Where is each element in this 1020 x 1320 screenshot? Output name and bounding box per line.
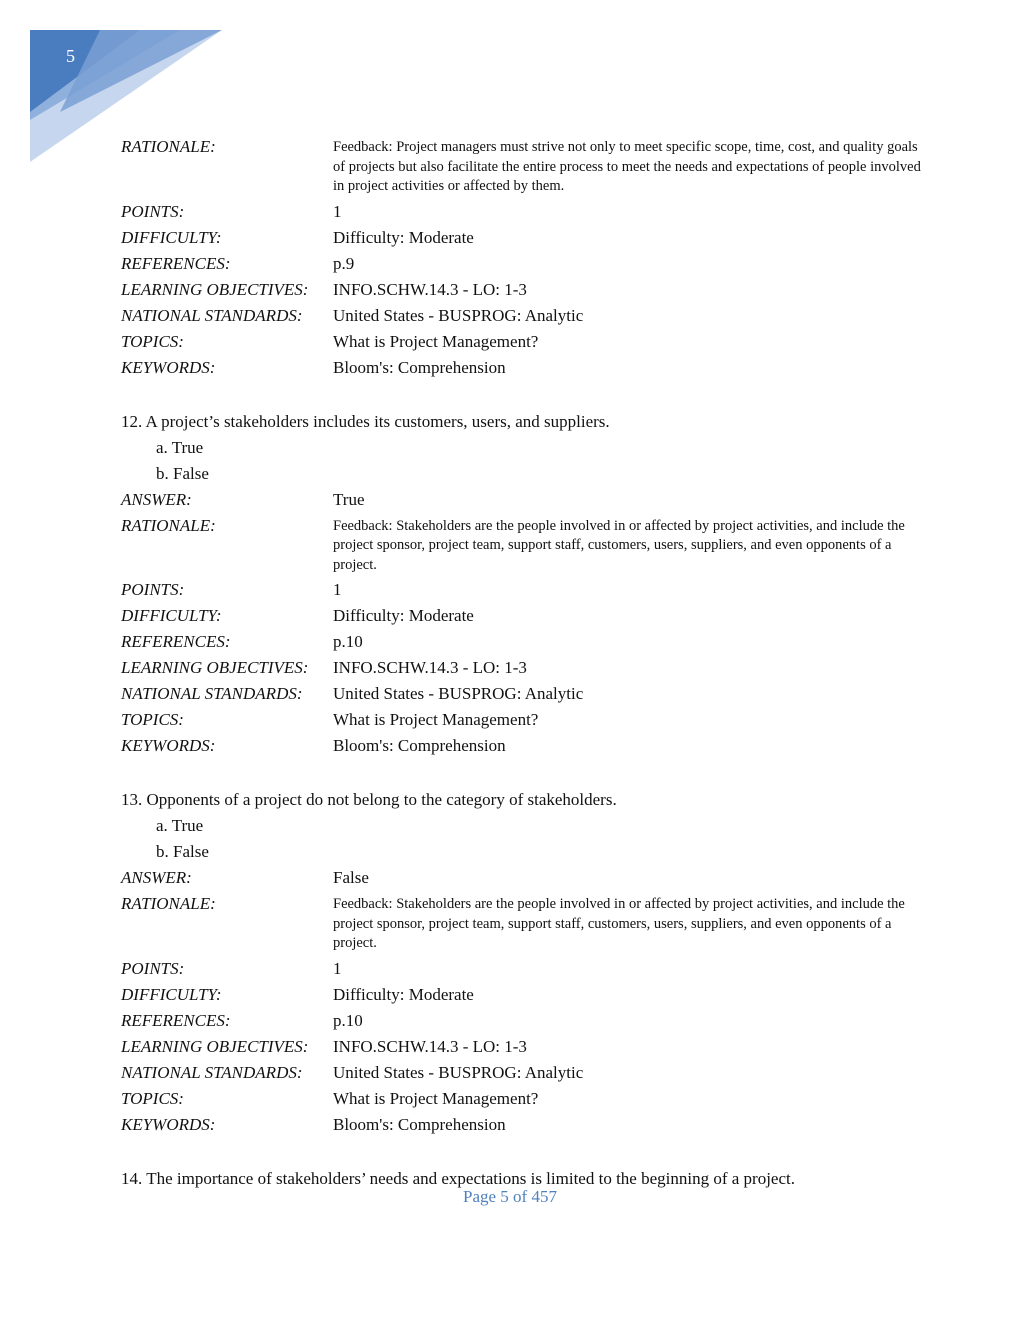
references-value: p.9	[333, 253, 355, 273]
document-body	[121, 134, 921, 1192]
difficulty-value: Difficulty: Moderate	[333, 606, 474, 625]
learning-objectives-row	[121, 655, 921, 681]
topics-label: TOPICS:	[121, 331, 184, 351]
rationale-text: Feedback: Stakeholders are the people involved in or affected by project activities, and include the project sponsor, project team, support staff, customers, users, suppliers, and even opponents of a project.	[333, 896, 905, 951]
option-false: b. False	[156, 463, 209, 483]
points-value: 1	[333, 201, 342, 221]
references-row	[121, 629, 921, 655]
keywords-value: Bloom's: Comprehension	[333, 736, 506, 755]
topics-label: TOPICS:	[121, 1088, 184, 1108]
keywords-label: KEYWORDS:	[121, 1114, 216, 1134]
answer-value: False	[333, 868, 369, 887]
learning-objectives-row	[121, 277, 921, 303]
difficulty-value: Difficulty: Moderate	[333, 227, 474, 247]
page-footer: Page 5 of 457	[463, 1187, 557, 1206]
difficulty-row	[121, 225, 921, 251]
national-standards-value: United States - BUSPROG: Analytic	[333, 1062, 584, 1082]
difficulty-row	[121, 603, 921, 629]
national-standards-label: NATIONAL STANDARDS:	[121, 305, 303, 325]
references-row	[121, 251, 921, 277]
points-row	[121, 577, 921, 603]
topics-row	[121, 329, 921, 355]
keywords-row	[121, 1112, 921, 1138]
national-standards-row	[121, 1060, 921, 1086]
keywords-row	[121, 733, 921, 759]
rationale-row	[121, 134, 921, 199]
keywords-row	[121, 355, 921, 381]
references-label: REFERENCES:	[121, 253, 231, 273]
learning-objectives-value: INFO.SCHW.14.3 - LO: 1-3	[333, 1036, 527, 1056]
question-text: 14. The importance of stakeholders’ needs and expectations is limited to the beginning of a project.	[121, 1168, 795, 1188]
learning-objectives-row	[121, 1034, 921, 1060]
national-standards-row	[121, 303, 921, 329]
national-standards-value: United States - BUSPROG: Analytic	[333, 305, 584, 325]
option-true: a. True	[156, 437, 204, 457]
points-value: 1	[333, 958, 342, 978]
references-row	[121, 1008, 921, 1034]
rationale-label: RATIONALE:	[121, 137, 216, 156]
learning-objectives-label: LEARNING OBJECTIVES:	[121, 658, 309, 677]
rationale-row	[121, 513, 921, 578]
option-false: b. False	[156, 842, 209, 861]
keywords-value: Bloom's: Comprehension	[333, 1114, 506, 1134]
national-standards-value: United States - BUSPROG: Analytic	[333, 684, 584, 703]
references-label: REFERENCES:	[121, 632, 231, 651]
national-standards-label: NATIONAL STANDARDS:	[121, 1062, 303, 1082]
question-text: 13. Opponents of a project do not belong to the category of stakeholders.	[121, 790, 617, 809]
topics-label: TOPICS:	[121, 710, 184, 729]
topics-value: What is Project Management?	[333, 1088, 539, 1108]
learning-objectives-label: LEARNING OBJECTIVES:	[121, 1036, 309, 1056]
national-standards-label: NATIONAL STANDARDS:	[121, 684, 303, 703]
difficulty-value: Difficulty: Moderate	[333, 984, 474, 1004]
rationale-text: Feedback: Project managers must strive not only to meet specific scope, time, cost, and quality goals of projects but also facilitate the entire process to meet the needs and expectations of people involved in project activities or affected by them.	[333, 139, 921, 194]
question-block-13	[121, 787, 921, 1138]
rationale-row	[121, 891, 921, 956]
learning-objectives-value: INFO.SCHW.14.3 - LO: 1-3	[333, 658, 527, 677]
difficulty-row	[121, 982, 921, 1008]
keywords-label: KEYWORDS:	[121, 357, 216, 377]
answer-value: True	[333, 489, 365, 509]
points-label: POINTS:	[121, 201, 185, 221]
answer-label: ANSWER:	[121, 868, 192, 887]
keywords-label: KEYWORDS:	[121, 736, 216, 755]
points-label: POINTS:	[121, 958, 185, 978]
points-row	[121, 956, 921, 982]
topics-value: What is Project Management?	[333, 710, 539, 729]
rationale-label: RATIONALE:	[121, 515, 216, 535]
references-label: REFERENCES:	[121, 1010, 231, 1030]
rationale-text: Feedback: Stakeholders are the people involved in or affected by project activities, and include the project sponsor, project team, support staff, customers, users, suppliers, and even opponents of a project.	[333, 517, 905, 573]
difficulty-label: DIFFICULTY:	[121, 227, 222, 247]
question-text: 12. A project’s stakeholders includes its customers, users, and suppliers.	[121, 411, 610, 431]
difficulty-label: DIFFICULTY:	[121, 606, 222, 625]
topics-row	[121, 707, 921, 733]
rationale-label: RATIONALE:	[121, 894, 216, 913]
keywords-value: Bloom's: Comprehension	[333, 357, 506, 377]
page-number: 5	[66, 46, 75, 66]
points-label: POINTS:	[121, 580, 185, 599]
learning-objectives-label: LEARNING OBJECTIVES:	[121, 279, 309, 299]
answer-row	[121, 865, 921, 891]
topics-value: What is Project Management?	[333, 331, 539, 351]
option-true: a. True	[156, 816, 204, 835]
answer-label: ANSWER:	[121, 489, 192, 509]
points-value: 1	[333, 580, 342, 599]
topics-row	[121, 1086, 921, 1112]
question-block-11	[121, 134, 921, 381]
references-value: p.10	[333, 632, 363, 651]
references-value: p.10	[333, 1010, 363, 1030]
question-block-12	[121, 409, 921, 760]
learning-objectives-value: INFO.SCHW.14.3 - LO: 1-3	[333, 279, 527, 299]
national-standards-row	[121, 681, 921, 707]
points-row	[121, 199, 921, 225]
difficulty-label: DIFFICULTY:	[121, 984, 222, 1004]
answer-row	[121, 487, 921, 513]
